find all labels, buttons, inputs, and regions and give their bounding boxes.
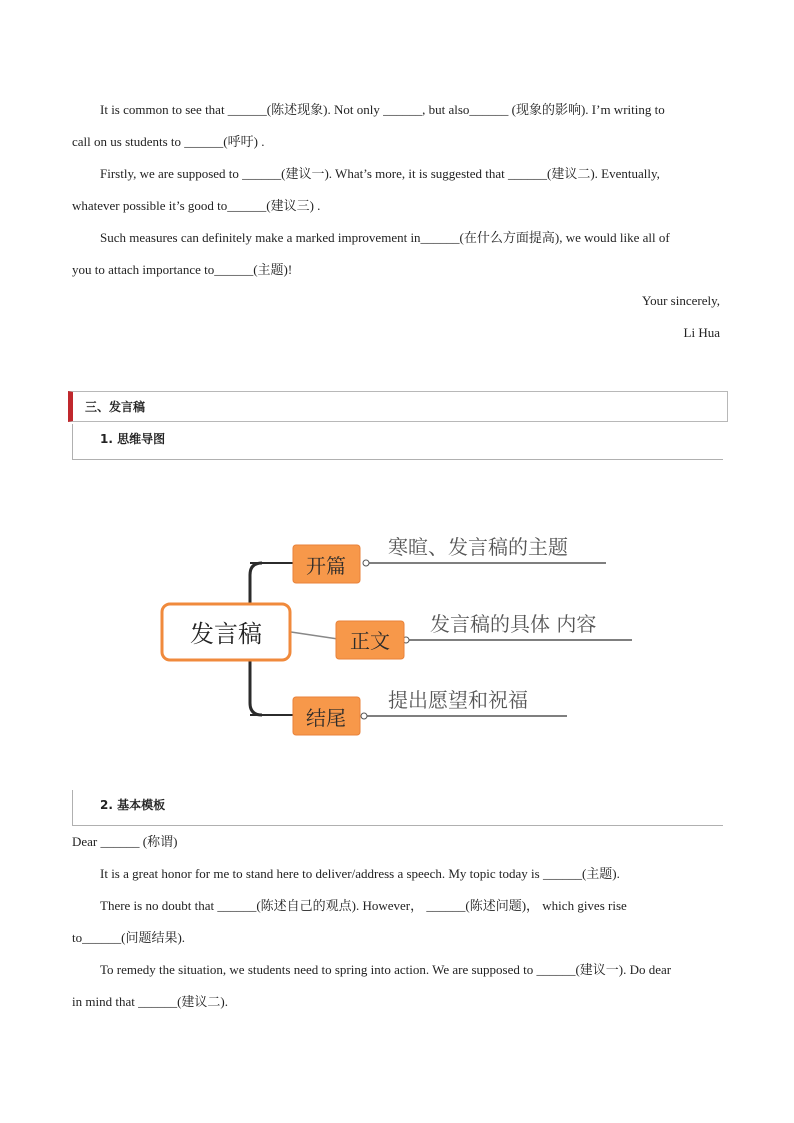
letter-p2-line2: whatever possible it’s good to______(建议三) . bbox=[72, 198, 321, 213]
speech-p2-line2: to______(问题结果). bbox=[72, 930, 186, 945]
branch-3-description: 提出愿望和祝福 bbox=[388, 688, 528, 712]
center-node-label: 发言稿 bbox=[190, 620, 262, 648]
letter-p1-line2: call on us students to ______(呼吁) . bbox=[72, 134, 265, 149]
speech-salutation: Dear ______ (称谓) bbox=[72, 834, 178, 849]
dot-branch-1 bbox=[363, 560, 369, 566]
section-heading: 三、发言稿 bbox=[68, 391, 728, 422]
letter-p3-line2: you to attach importance to______(主题)! bbox=[72, 262, 293, 277]
letter-p2-line1: Firstly, we are supposed to ______(建议一). What’s more, it is suggested that ______(建议二). Eventually, bbox=[100, 166, 660, 181]
letter-closing: Your sincerely, bbox=[642, 293, 720, 308]
letter-p1-line1: It is common to see that ______(陈述现象). Not only ______, but also______ (现象的影响). I’m writing to bbox=[100, 102, 665, 117]
speech-p3-line1: To remedy the situation, we students need to spring into action. We are supposed to ______(建议一). Do dear bbox=[100, 962, 672, 977]
subsection-heading-template: 2. 基本模板 bbox=[72, 790, 723, 826]
branch-1-description: 寒暄、发言稿的主题 bbox=[388, 535, 568, 559]
speech-p2-line1: There is no doubt that ______(陈述自己的观点). However， ______(陈述问题)， which gives rise bbox=[100, 898, 627, 913]
letter-signature: Li Hua bbox=[683, 325, 720, 340]
branch-node-2-label: 正文 bbox=[350, 629, 390, 653]
subsection-heading-mindmap: 1. 思维导图 bbox=[72, 424, 723, 460]
branch-2-description: 发言稿的具体 内容 bbox=[430, 612, 597, 636]
connector-main bbox=[291, 632, 338, 639]
branch-node-1-label: 开篇 bbox=[306, 554, 346, 578]
dot-branch-3 bbox=[361, 713, 367, 719]
speech-body bbox=[72, 826, 722, 1018]
letter-p3-line1: Such measures can definitely make a marked improvement in______(在什么方面提高), we would like all of bbox=[100, 230, 670, 245]
branch-node-3-label: 结尾 bbox=[306, 706, 346, 730]
speech-p1: It is a great honor for me to stand here to deliver/address a speech. My topic today is ______(主题). bbox=[100, 866, 620, 881]
speech-p3-line2: in mind that ______(建议二). bbox=[72, 994, 228, 1009]
